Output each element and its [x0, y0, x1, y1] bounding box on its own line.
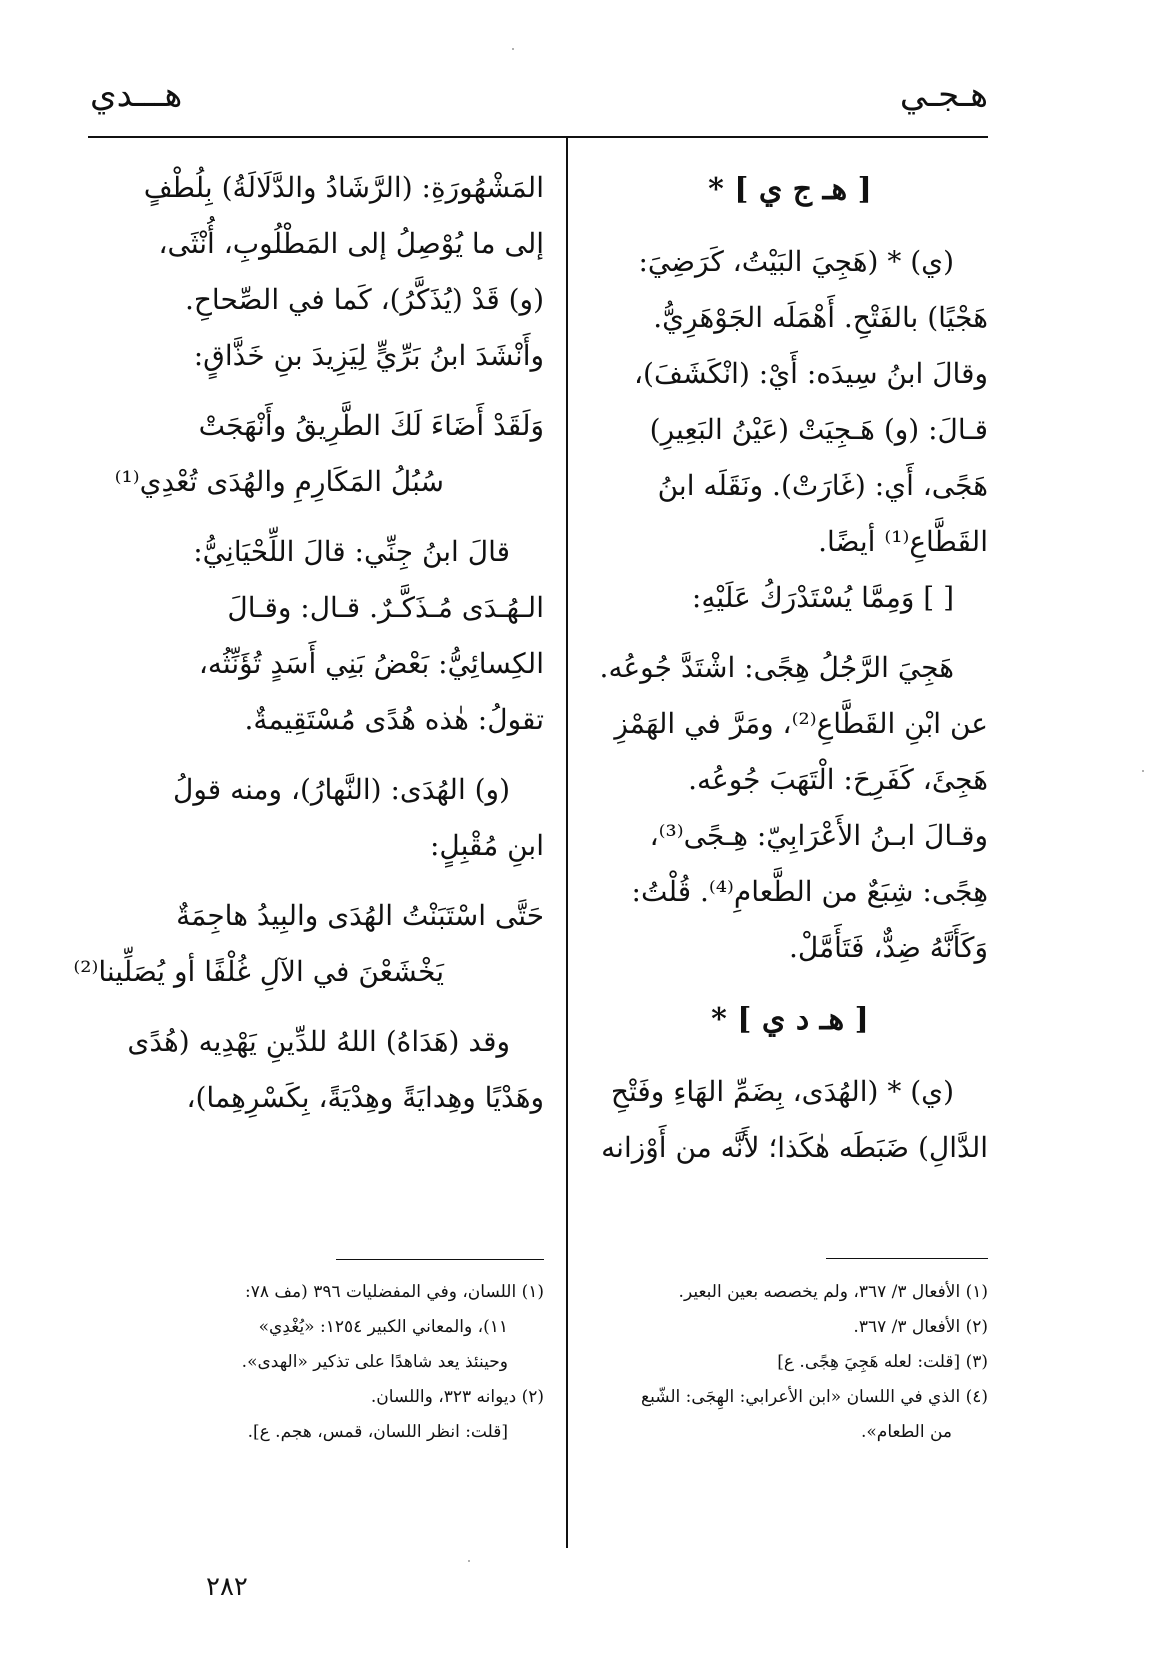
running-header-left: هـــدي [90, 75, 183, 115]
verse-line: سُبُلُ المَكَارِمِ والهُدَى تُعْدِي⁽¹⁾ [114, 465, 444, 498]
footnotes-left [88, 1275, 544, 1450]
text-line: ابنِ مُقْبِلٍ: [429, 829, 544, 862]
entry-heading-hjy: [ هـ ج ي ] * [708, 172, 872, 207]
text-line: هَجْيًا) بالفَتْحِ. أَهْمَلَه الجَوْهَرِيُّ. [653, 301, 988, 334]
mustadrak-label: [ ] وَمِمَّا يُسْتَدْرَكُ عَلَيْهِ: [691, 581, 954, 614]
right-column [592, 160, 988, 1176]
text-line: (و) الهُدَى: (النَّهارُ)، ومنه قولُ [172, 773, 510, 806]
text-line: هَجًى، أَي: (غَارَتْ). ونَقَلَه ابنُ [657, 469, 988, 502]
footnote: (١) اللسان، وفي المفضليات ٣٩٦ (مف ٧٨: [245, 1282, 544, 1302]
text-line: وهَدْيًا وهِدايَةً وهِدْيَةً، بِكَسْرِهِما)، [186, 1081, 544, 1114]
text-line: وَكَأَنَّهُ ضِدٌّ، فَتَأَمَّلْ. [789, 931, 988, 964]
footnote: (٣) [قلت: لعله هَجِيَ هِجًى. ع] [777, 1352, 988, 1372]
text-line: المَشْهُورَةِ: (الرَّشَادُ والدَّلَالَةُ) بِلُطْفٍ [143, 171, 544, 204]
entry-heading-hdy: [ هـ د ي ] * [711, 1002, 869, 1037]
footnote-continuation: ١١)، والمعاني الكبير ١٢٥٤: «يُغْدِي» [258, 1317, 508, 1337]
footnote-continuation: وحينئذ يعد شاهدًا على تذكير «الهدى». [241, 1352, 508, 1372]
footnote: (٢) ديوانه ٣٢٣، واللسان. [370, 1387, 544, 1407]
text-line: وقالَ ابنُ سِيدَه: أَيْ: (انْكَشَفَ)، [634, 357, 988, 390]
text-line: وقد (هَدَاهُ) اللهُ للدِّينِ يَهْدِيه (هُدًى [127, 1025, 510, 1058]
column-separator [566, 138, 568, 1548]
footnote: (١) الأفعال ٣/ ٣٦٧، ولم يخصصه بعين البعير. [678, 1282, 988, 1302]
text-line: عن ابْنِ القَطَّاعِ⁽²⁾، ومَرَّ في الهَمْزِ [614, 707, 988, 740]
text-line: القَطَّاعِ⁽¹⁾ أيضًا. [818, 525, 988, 558]
scan-speck [1142, 770, 1144, 772]
text-line: الكِسائِيُّ: بَعْضُ بَنِي أَسَدٍ تُؤَنِّثُه، [198, 647, 544, 680]
footnote-rule-left [336, 1259, 544, 1260]
text-line: إلى ما يُوْصِلُ إلى المَطْلُوبِ، أُنْثَى، [158, 227, 544, 260]
text-line: هَجِيَ الرَّجُلُ هِجًى: اشْتَدَّ جُوعُه. [599, 651, 954, 684]
text-line: هَجِئَ، كَفَرِحَ: الْتَهَبَ جُوعُه. [688, 763, 988, 796]
header-rule [88, 136, 988, 138]
running-header-right: هـجـي [899, 75, 988, 115]
text-line: الـهُـدَى مُـذَكَّـرٌ. قـال: وقـالَ [227, 591, 544, 624]
left-column [73, 160, 544, 1126]
text-line: قـالَ: (و) هَـجِيَتْ (عَيْنُ البَعِيرِ) [649, 413, 988, 446]
verse-line: يَخْشَعْنَ في الآلِ غُلْفًا أو يُصَلِّينا⁽²⁾ [73, 955, 444, 988]
text-line: تقولُ: هٰذه هُدًى مُسْتَقِيمةٌ. [244, 703, 544, 736]
verse-line: حَتَّى اسْتَبَنْتُ الهُدَى والبِيدُ هاجِمَةٌ [176, 899, 544, 932]
text-line: (ي) * (الهُدَى، بِضَمِّ الهَاءِ وفَتْحِ [610, 1075, 954, 1108]
scan-speck [512, 48, 514, 50]
text-line: هِجًى: شِبَعٌ من الطَّعامِ⁽⁴⁾. قُلْتُ: [631, 875, 988, 908]
text-line: وأَنْشَدَ ابنُ بَرِّيٍّ لِيَزِيدَ بنِ خَذَّاقٍ: [193, 339, 544, 372]
text-line: الدَّالِ) ضَبَطَه هٰكَذا؛ لأَنَّه من أَوْزانه [601, 1131, 988, 1164]
text-line: قالَ ابنُ جِنِّي: قالَ اللِّحْيَانِيُّ: [193, 535, 510, 568]
text-line: (ي) * (هَجِيَ البَيْتُ، كَرَضِيَ: [638, 245, 954, 278]
text-line: (و) قَدْ (يُذَكَّرُ)، كَما في الصِّحاحِ. [184, 283, 544, 316]
page-number: ٢٨٢ [206, 1572, 248, 1602]
footnote: (٢) الأفعال ٣/ ٣٦٧. [853, 1317, 988, 1337]
footnote-rule-right [826, 1258, 988, 1259]
verse-line: وَلَقَدْ أَضَاءَ لَكَ الطَّرِيقُ وأَنْهَجَتْ [198, 409, 544, 442]
footnote-continuation: [قلت: انظر اللسان، قمس، هجم. ع]. [247, 1422, 508, 1442]
scan-speck [468, 1560, 470, 1562]
footnote: (٤) الذي في اللسان «ابن الأعرابي: الهِجَى: الشّبع [641, 1387, 988, 1407]
footnote-continuation: من الطعام». [860, 1422, 952, 1442]
text-line: وقـالَ ابـنُ الأَعْرَابِيّ: هِـجًى⁽³⁾، [649, 819, 988, 852]
footnotes-right [592, 1275, 988, 1450]
